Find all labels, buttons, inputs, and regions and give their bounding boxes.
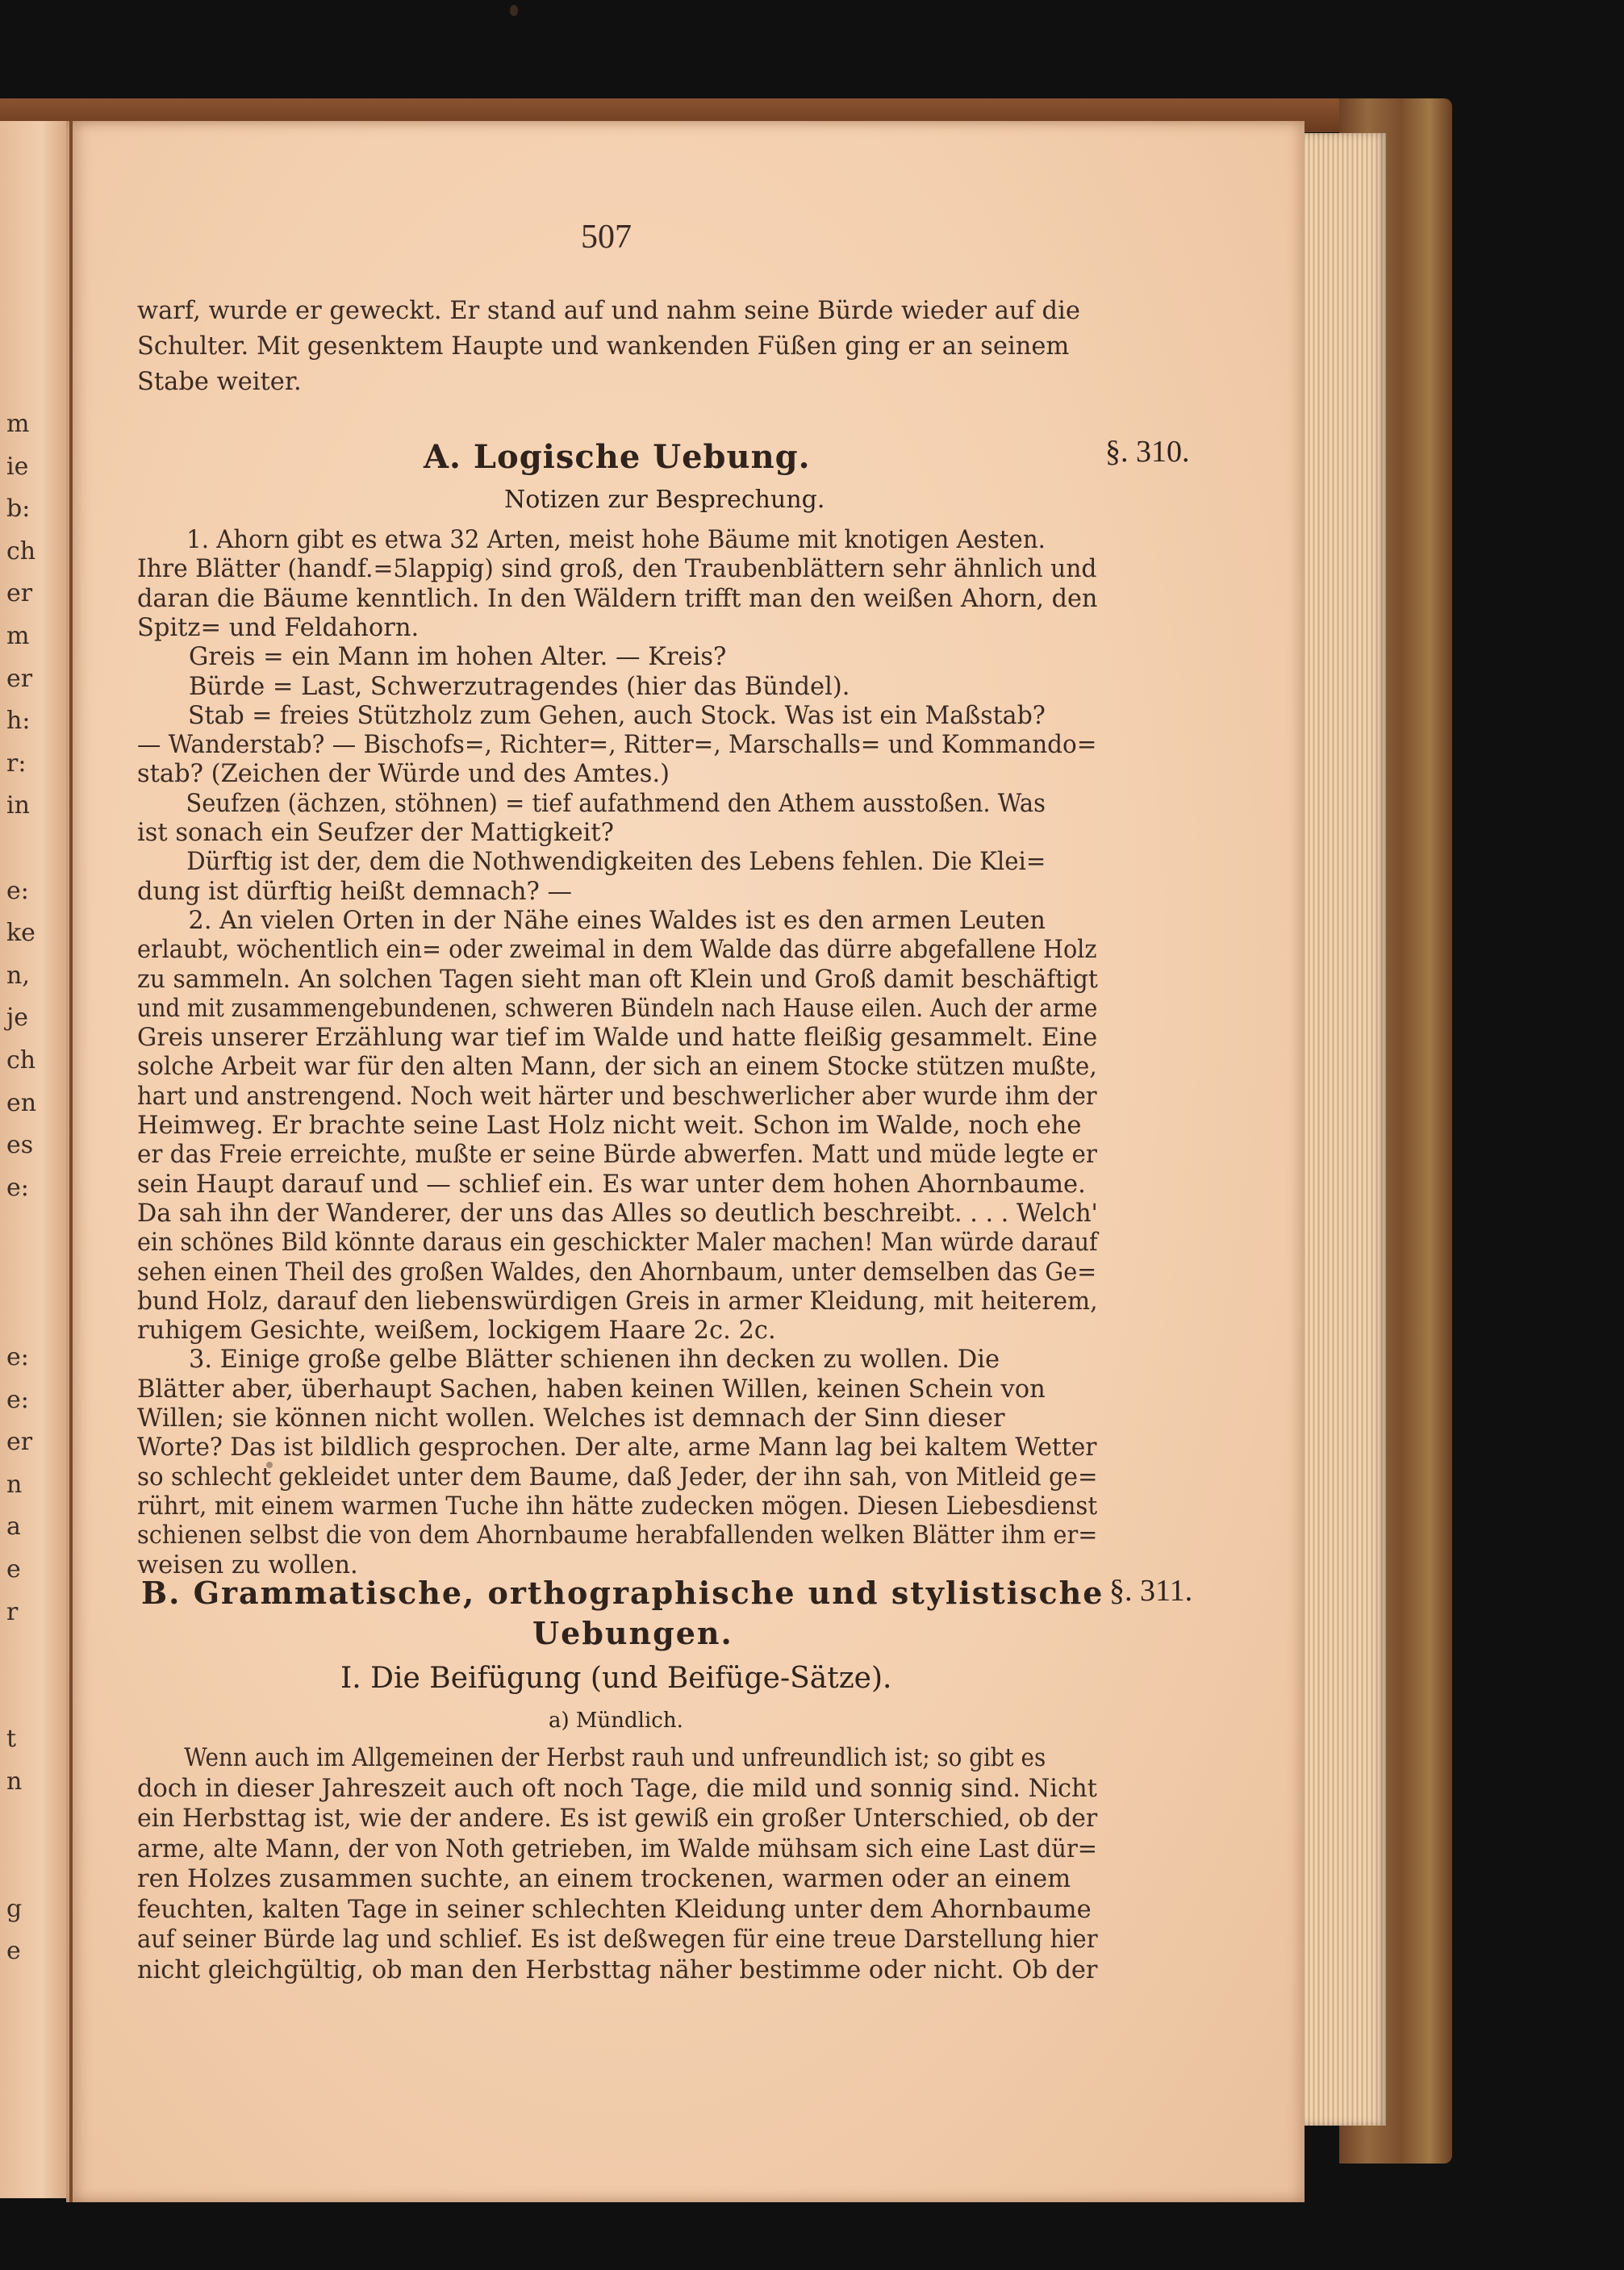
text-line: Willen; sie können nicht wollen. Welches ist demnach der Sinn dieser <box>137 1404 1005 1433</box>
left-page-fragment <box>6 828 55 870</box>
left-page-fragment: r <box>6 1597 19 1626</box>
left-page-fragment: e: <box>6 1173 29 1202</box>
left-page-fragment: ie <box>6 452 29 481</box>
text-line: Greis = ein Mann im hohen Alter. — Kreis? <box>189 643 727 672</box>
section-b-title: B. Grammatische, orthographische und stylistische <box>141 1575 1104 1611</box>
left-page-fragment: je <box>6 1004 29 1033</box>
text-line: Worte? Das ist bildlich gesprochen. Der alte, arme Mann lag bei kaltem Wetter <box>137 1433 1097 1463</box>
left-page-fragment <box>6 1252 55 1295</box>
left-page-fragment: g <box>6 1894 23 1923</box>
text-line: hart und anstrengend. Noch weit härter und beschwerlicher aber wurde ihm der <box>137 1082 1097 1111</box>
left-page-fragment: t <box>6 1725 17 1754</box>
left-page-fragment: e: <box>6 876 29 905</box>
text-line: Wenn auch im Allgemeinen der Herbst rauh und unfreundlich ist; so gibt es <box>184 1744 1046 1772</box>
text-line: Heimweg. Er brachte seine Last Holz nicht weit. Schon im Walde, noch ehe <box>137 1112 1082 1140</box>
text-line: so schlecht gekleidet unter dem Baume, daß Jeder, der ihn sah, von Mitleid ge= <box>137 1463 1098 1492</box>
text-line: Seufzen (ächzen, stöhnen) = tief aufathmend den Athem ausstoßen. Was <box>186 789 1046 818</box>
section-b-subsubheading: a) Mündlich. <box>549 1709 683 1733</box>
text-line: ein schönes Bild könnte daraus ein geschickter Maler machen! Man würde darauf <box>137 1229 1098 1258</box>
left-page-fragment <box>6 1634 55 1676</box>
text-line: Da sah ihn der Wanderer, der uns das Alles so deutlich beschreibt. . . . Welch' <box>137 1199 1098 1228</box>
left-page-fragment: h: <box>6 707 31 736</box>
left-page-fragments <box>6 403 55 1973</box>
text-line: 1. Ahorn gibt es etwa 32 Arten, meist hohe Bäume mit knotigen Aesten. <box>186 526 1046 554</box>
text-line: er das Freie erreichte, mußte er seine Bürde abwerfen. Matt und müde legte er <box>137 1141 1097 1170</box>
left-page-fragment: er <box>6 1428 33 1457</box>
left-page-fragment: n <box>6 1767 23 1796</box>
left-page-fragment: en <box>6 1088 37 1117</box>
intro-line: warf, wurde er geweckt. Er stand auf und nahm seine Bürde wieder auf die <box>137 297 1080 325</box>
page-number: 507 <box>581 219 632 256</box>
text-line: erlaubt, wöchentlich ein= oder zweimal in dem Walde das dürre abgefallene Holz <box>137 936 1097 965</box>
left-page-fragment: n, <box>6 961 30 990</box>
left-page-fragment: b: <box>6 494 31 524</box>
text-line: sehen einen Theil des großen Waldes, den Ahornbaum, unter demselben das Ge= <box>137 1258 1097 1287</box>
text-line: zu sammeln. An solchen Tagen sieht man oft Klein und Groß damit beschäftigt <box>137 965 1098 994</box>
left-page-fragment <box>6 1209 55 1252</box>
section-b-title-continued: Uebungen. <box>532 1615 733 1651</box>
text-line: auf seiner Bürde lag und schlief. Es ist deßwegen für eine treue Darstellung hier <box>137 1926 1098 1954</box>
text-line: stab? (Zeichen der Würde und des Amtes.) <box>137 760 670 789</box>
text-line: schienen selbst die von dem Ahornbaume herabfallenden welken Blätter ihm er= <box>137 1521 1098 1550</box>
left-page-fragment: m <box>6 621 30 650</box>
left-page-fragment <box>6 1846 55 1888</box>
left-facing-page <box>0 121 69 2198</box>
text-line: dung ist dürftig heißt demnach? — <box>137 877 573 906</box>
section-b-paragraph-number: §. 311. <box>1109 1574 1193 1608</box>
left-page-fragment <box>6 1294 55 1337</box>
left-page-fragment: e <box>6 1555 21 1584</box>
left-page-fragment: a <box>6 1513 21 1542</box>
text-line: Bürde = Last, Schwerzutragendes (hier das Bündel). <box>189 672 850 701</box>
text-line: 2. An vielen Orten in der Nähe eines Waldes ist es den armen Leuten <box>188 906 1046 935</box>
left-page-fragment: ch <box>6 536 36 565</box>
section-a-paragraph-number: §. 310. <box>1105 435 1190 469</box>
text-line: Ihre Blätter (handf.=5lappig) sind groß, den Traubenblättern sehr ähnlich und <box>137 555 1097 584</box>
text-line: rührt, mit einem warmen Tuche ihn hätte zudecken mögen. Diesen Liebesdienst <box>137 1492 1098 1521</box>
left-page-fragment: ke <box>6 919 35 948</box>
text-line: Dürftig ist der, dem die Nothwendigkeiten des Lebens fehlen. Die Klei= <box>186 848 1046 877</box>
paper-speck <box>510 5 518 16</box>
left-page-fragment: er <box>6 664 33 693</box>
paper-speck <box>266 1462 273 1468</box>
intro-line: Stabe weiter. <box>137 368 302 396</box>
text-line: arme, alte Mann, der von Noth getrieben, im Walde mühsam sich eine Last dür= <box>137 1834 1098 1863</box>
text-line: doch in dieser Jahreszeit auch oft noch Tage, die mild und sonnig sind. Nicht <box>137 1774 1097 1803</box>
left-page-fragment <box>6 1676 55 1719</box>
text-line: feuchten, kalten Tage in seiner schlechten Kleidung unter dem Ahornbaume <box>137 1895 1092 1924</box>
left-page-fragment: e: <box>6 1343 29 1372</box>
text-line: und mit zusammengebundenen, schweren Bündeln nach Hause eilen. Auch der arme <box>137 994 1098 1023</box>
paper-speck <box>266 807 273 813</box>
left-page-fragment: r: <box>6 749 27 778</box>
text-line: Stab = freies Stützholz zum Gehen, auch Stock. Was ist ein Maßstab? <box>187 701 1046 730</box>
text-line: daran die Bäume kenntlich. In den Wäldern trifft man den weißen Ahorn, den <box>137 584 1098 613</box>
left-page-fragment: n <box>6 1470 23 1499</box>
left-page-fragment <box>6 1804 55 1846</box>
text-line: ruhigem Gesichte, weißem, lockigem Haare 2c. 2c. <box>137 1317 776 1346</box>
text-line: Blätter aber, überhaupt Sachen, haben keinen Willen, keinen Schein von <box>137 1375 1046 1404</box>
left-page-fragment: es <box>6 1131 34 1160</box>
text-line: ein Herbsttag ist, wie der andere. Es ist gewiß ein großer Unterschied, ob der <box>137 1805 1098 1833</box>
text-line: ren Holzes zusammen suchte, an einem trockenen, warmen oder an einem <box>137 1865 1071 1893</box>
text-line: sein Haupt darauf und — schlief ein. Es war unter dem hohen Ahornbaume. <box>137 1170 1086 1199</box>
text-line: weisen zu wollen. <box>137 1550 358 1579</box>
left-page-fragment: er <box>6 579 33 608</box>
section-a-title: A. Logische Uebung. <box>424 438 811 476</box>
text-line: Greis unserer Erzählung war tief im Walde und hatte fleißig gesammelt. Eine <box>137 1024 1098 1053</box>
section-b-subheading: I. Die Beifügung (und Beifüge-Sätze). <box>340 1662 892 1695</box>
left-page-fragment: ch <box>6 1045 36 1074</box>
text-line: — Wanderstab? — Bischofs=, Richter=, Ritter=, Marschalls= und Kommando= <box>137 731 1097 760</box>
page-gutter <box>69 121 73 2202</box>
left-page-fragment: m <box>6 410 30 438</box>
text-line: Spitz= und Feldahorn. <box>137 613 420 642</box>
left-page-fragment: e: <box>6 1385 29 1414</box>
left-page-fragment: in <box>6 791 30 820</box>
text-line: ist sonach ein Seufzer der Mattigkeit? <box>137 819 614 847</box>
text-line: nicht gleichgültig, ob man den Herbsttag näher bestimme oder nicht. Ob der <box>137 1955 1098 1984</box>
intro-line: Schulter. Mit gesenktem Haupte und wankenden Füßen ging er an seinem <box>137 332 1070 361</box>
text-line: solche Arbeit war für den alten Mann, der sich an einem Stocke stützen mußte, <box>137 1053 1097 1082</box>
text-line: bund Holz, darauf den liebenswürdigen Greis in armer Kleidung, mit heiterem, <box>137 1287 1098 1316</box>
text-line: 3. Einige große gelbe Blätter schienen ihn decken zu wollen. Die <box>189 1346 1000 1375</box>
section-a-subtitle: Notizen zur Besprechung. <box>504 486 825 514</box>
left-page-fragment: e <box>6 1937 21 1966</box>
